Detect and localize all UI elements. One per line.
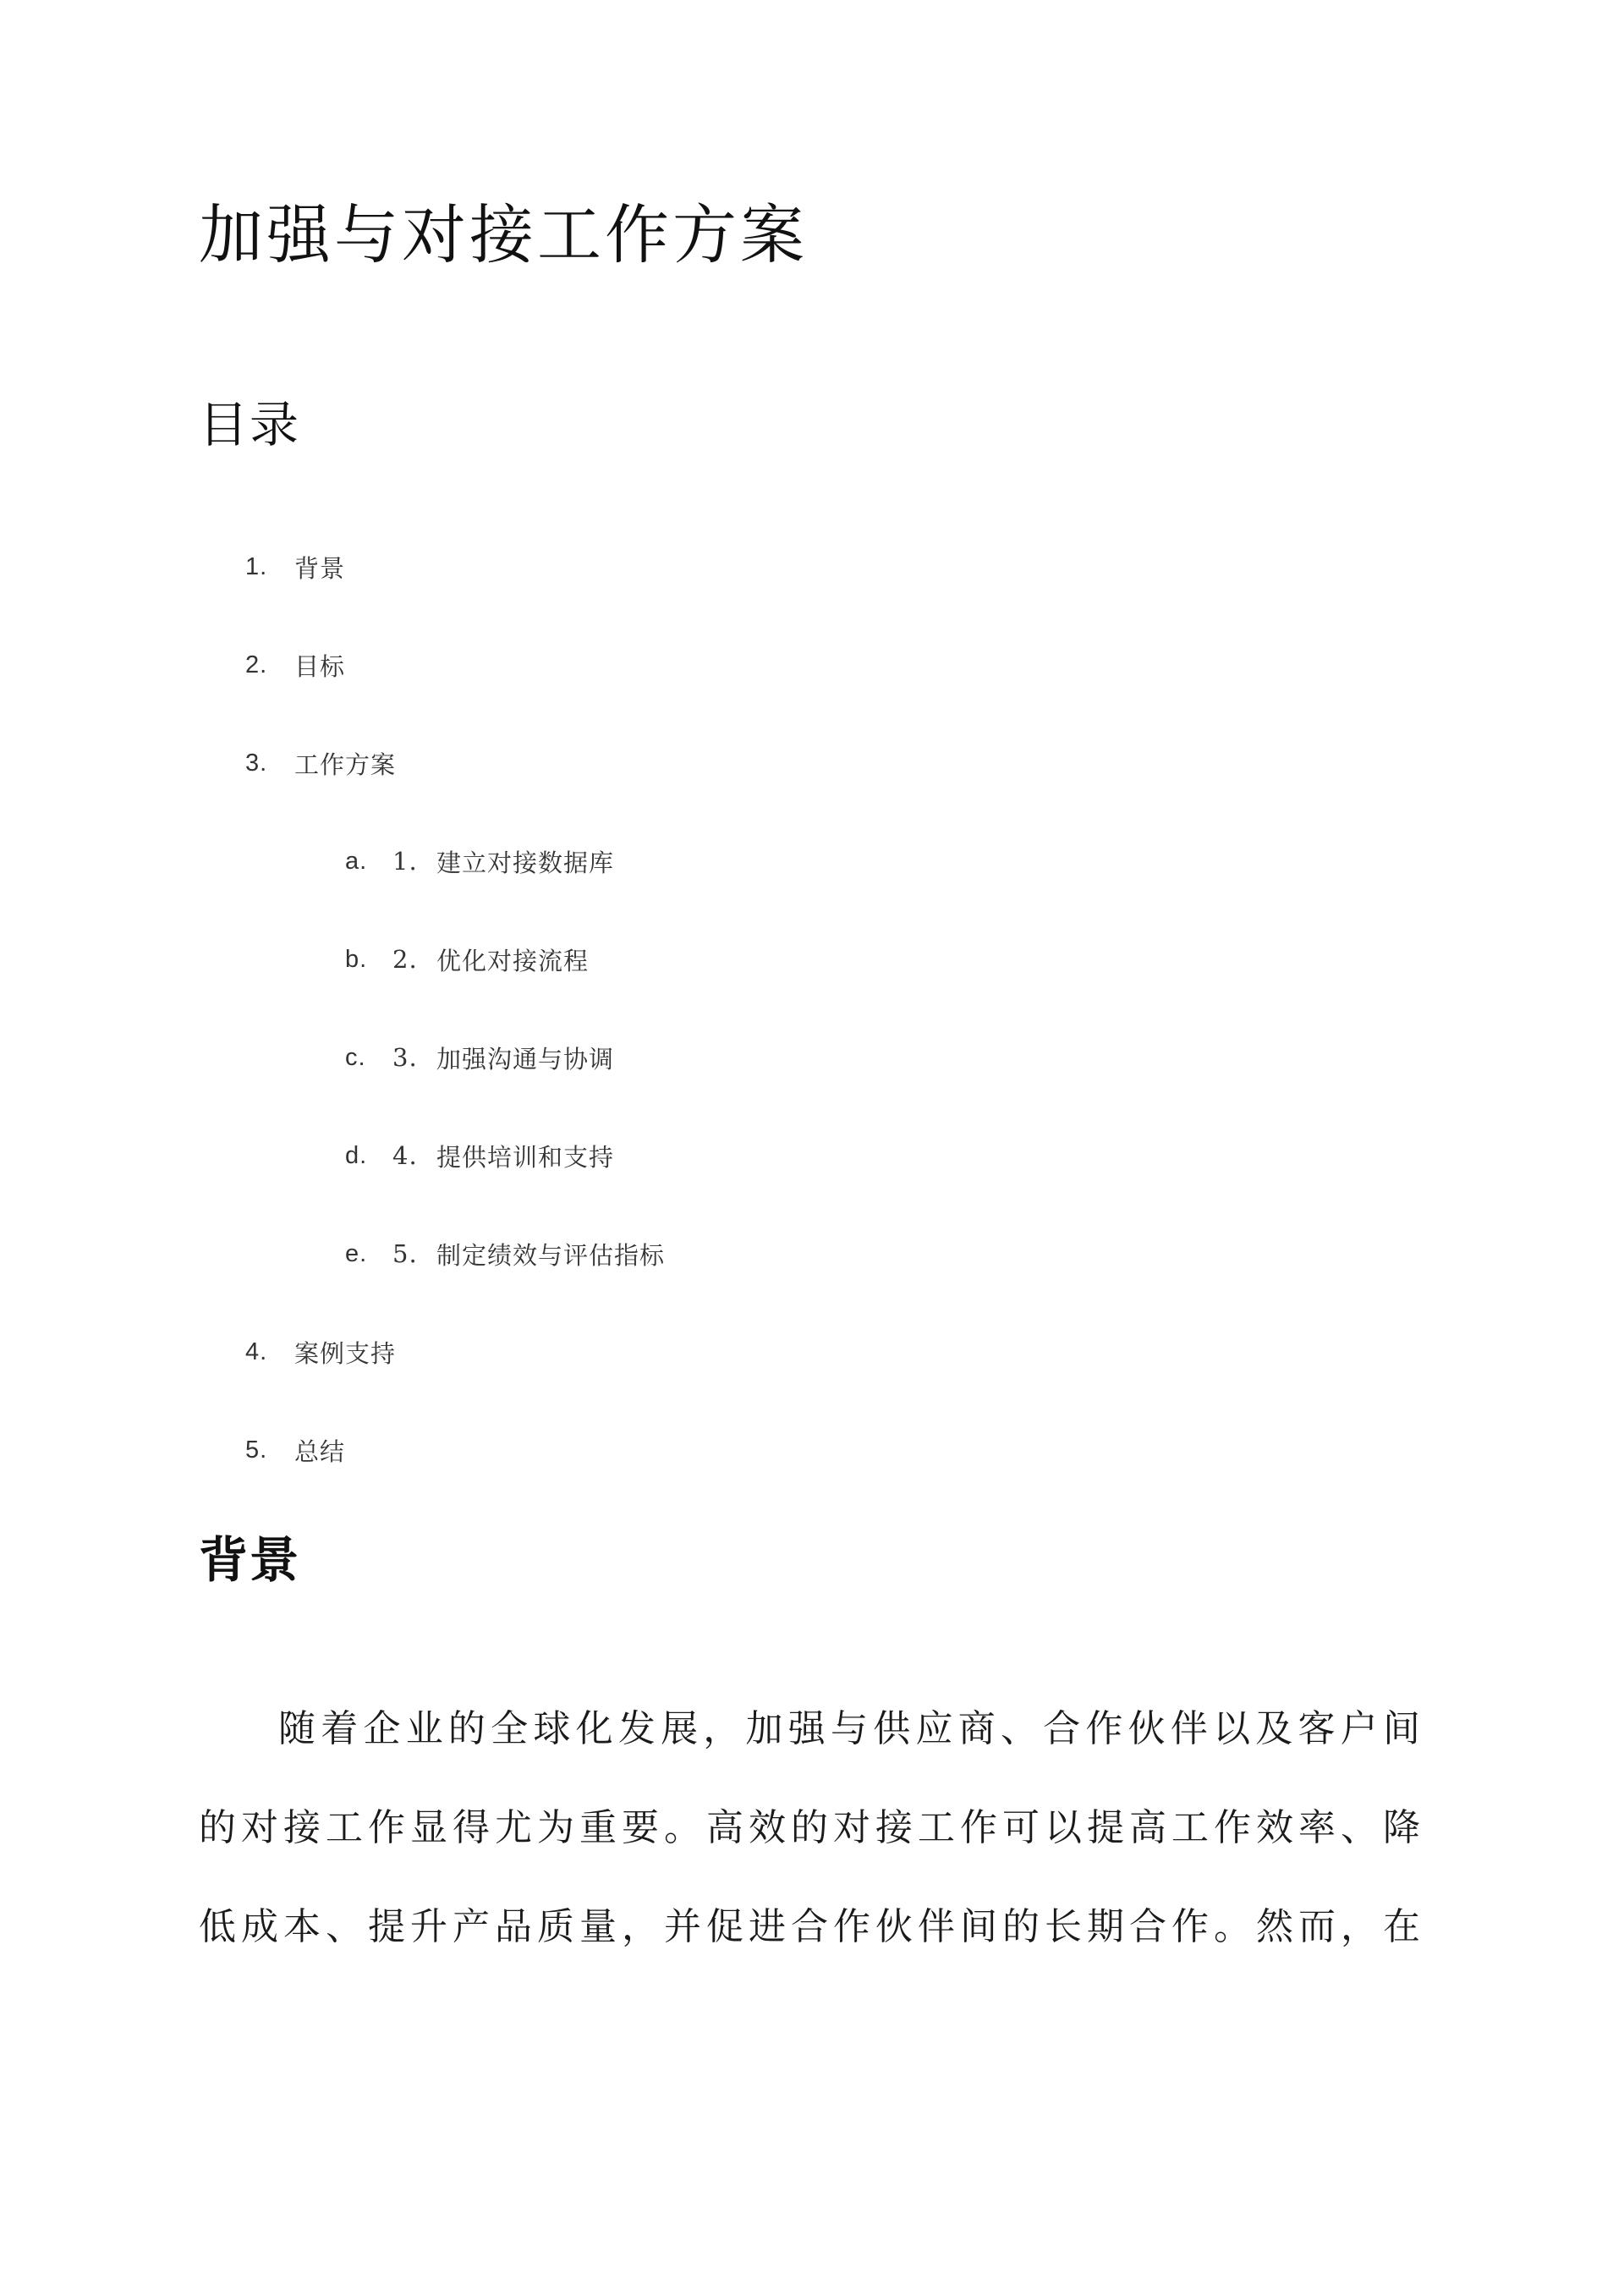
toc-subitem-database[interactable] xyxy=(345,841,614,882)
toc-subitem-training[interactable] xyxy=(345,1135,614,1176)
toc-subitem-metrics[interactable] xyxy=(345,1233,665,1274)
toc-subitem-label: 加强沟通与协调 xyxy=(436,1044,615,1074)
toc-item-number: 2. xyxy=(245,651,268,678)
toc-item-label: 目标 xyxy=(294,651,346,681)
background-paragraph: 随着企业的全球化发展，加强与供应商、合作伙伴以及客户间的对接工作显得尤为重要。高效的对接工作可以提高工作效率、降低成本、提升产品质量，并促进合作伙伴间的长期合作。然而，在 xyxy=(199,1707,1425,1948)
toc-item-label: 总结 xyxy=(294,1436,346,1466)
toc-item-background[interactable] xyxy=(245,547,345,587)
toc-subitem-label: 制定绩效与评估指标 xyxy=(436,1240,666,1270)
toc-subitem-number: 3. xyxy=(392,1043,418,1072)
toc-item-number: 3. xyxy=(245,749,268,777)
toc-item-label: 工作方案 xyxy=(294,750,397,779)
toc-item-label: 案例支持 xyxy=(294,1338,397,1368)
toc-subitem-letter: a. xyxy=(345,847,368,875)
toc-item-work-plan[interactable] xyxy=(245,743,396,783)
toc-subitem-label: 提供培训和支持 xyxy=(436,1142,615,1172)
toc-subitem-letter: c. xyxy=(345,1043,366,1071)
toc-subitem-process[interactable] xyxy=(345,939,589,980)
toc-subitem-number: 1. xyxy=(392,847,418,876)
toc-item-goals[interactable] xyxy=(245,645,345,685)
toc-item-summary[interactable] xyxy=(245,1430,345,1470)
toc-subitem-letter: d. xyxy=(345,1141,368,1169)
toc-item-number: 4. xyxy=(245,1338,268,1365)
toc-item-label: 背景 xyxy=(294,553,346,583)
toc-subitem-number: 4. xyxy=(392,1141,418,1170)
toc-subitem-number: 2. xyxy=(392,945,418,974)
toc-subitem-communication[interactable] xyxy=(345,1037,614,1078)
toc-subitem-label: 建立对接数据库 xyxy=(436,848,615,877)
toc-subitem-letter: e. xyxy=(345,1239,368,1267)
toc-item-number: 5. xyxy=(245,1436,268,1464)
toc-subitem-letter: b. xyxy=(345,945,368,973)
toc-item-cases[interactable] xyxy=(245,1332,396,1372)
toc-heading: 目录 xyxy=(199,396,301,453)
toc-subitem-number: 5. xyxy=(392,1239,418,1268)
document-title: 加强与对接工作方案 xyxy=(199,197,808,272)
background-heading: 背景 xyxy=(199,1531,301,1589)
toc-item-number: 1. xyxy=(245,552,268,580)
toc-subitem-label: 优化对接流程 xyxy=(436,946,590,975)
